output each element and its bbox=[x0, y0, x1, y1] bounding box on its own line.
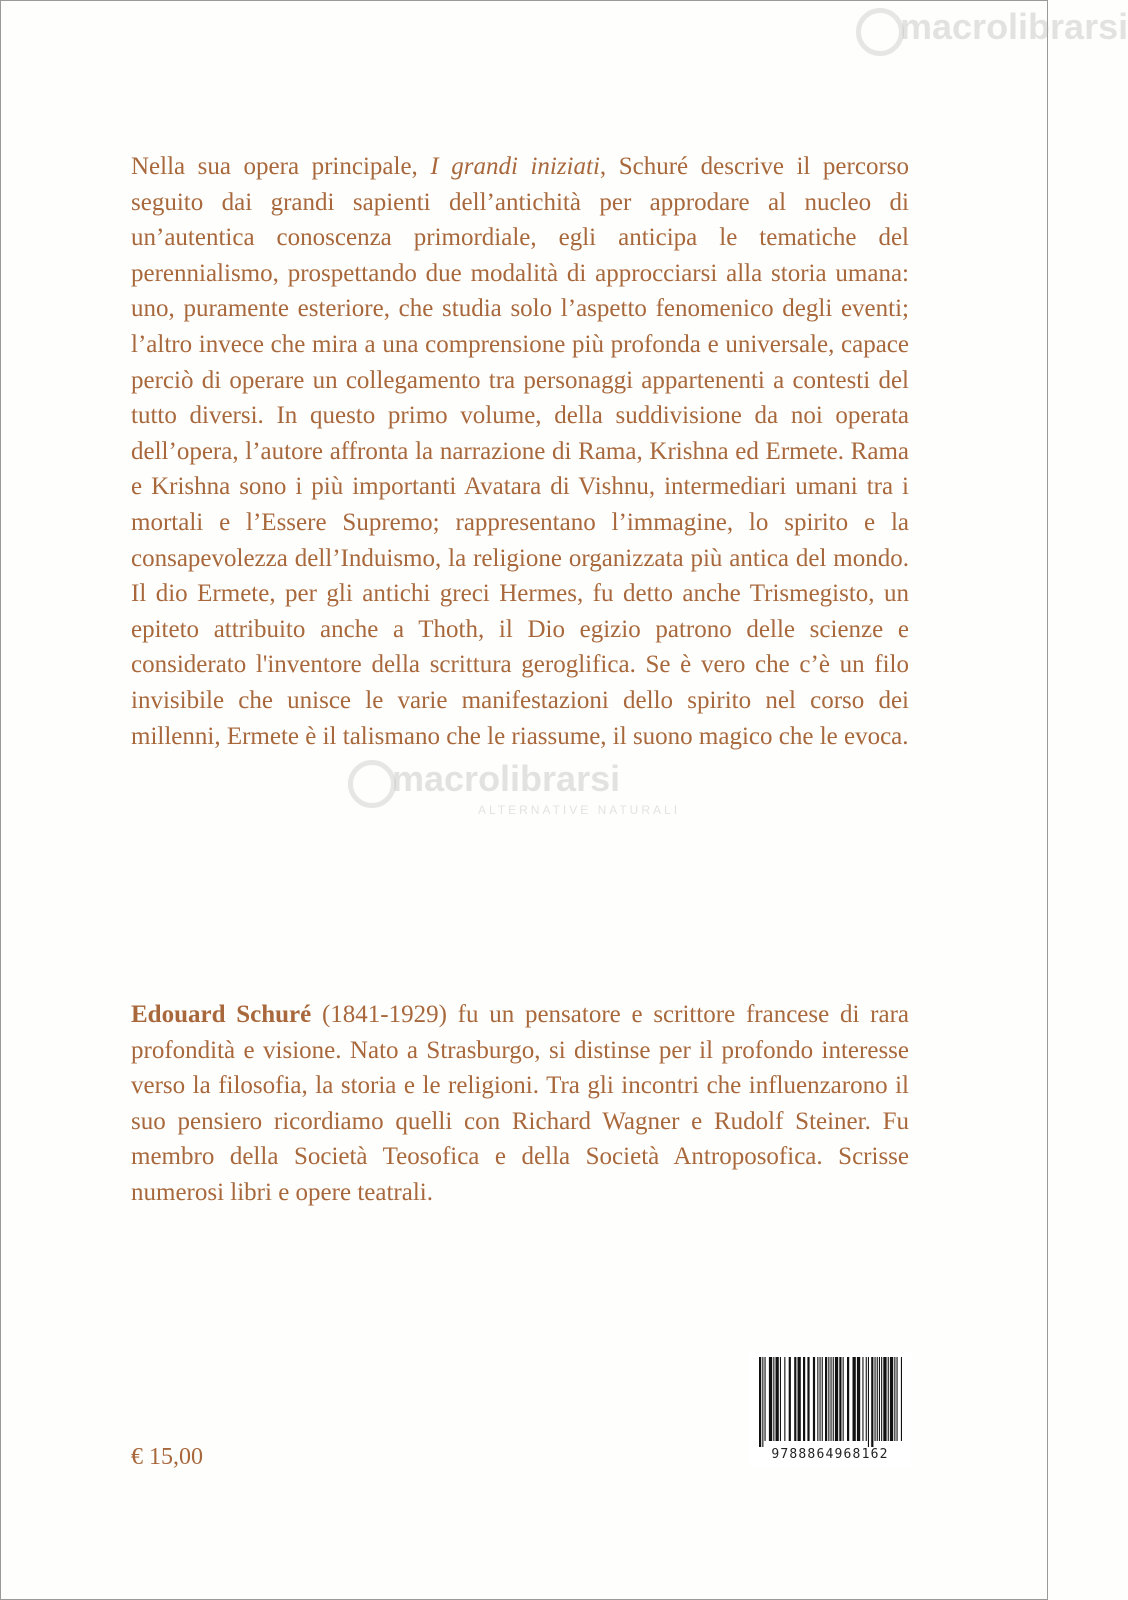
author-name: Edouard Schuré bbox=[131, 1001, 312, 1028]
barcode-bar bbox=[866, 1357, 867, 1441]
barcode-bar bbox=[759, 1357, 761, 1447]
barcode-bar bbox=[765, 1357, 766, 1441]
barcode-bar bbox=[879, 1357, 880, 1441]
barcode-bar bbox=[789, 1357, 791, 1441]
synopsis-text-intro: Nella sua opera principale, bbox=[131, 153, 431, 180]
barcode-bar bbox=[820, 1357, 821, 1441]
barcode-bar bbox=[828, 1357, 829, 1441]
barcode-bar bbox=[833, 1357, 834, 1441]
author-bio-text: (1841-1929) fu un pensatore e scrittore francese di rara profondità e visione. Nato a Strasburgo, si distinse per il profondo interesse verso la filosofia, la storia e le religioni. Tra gli incontri che influenzarono il suo pensiero ricordiamo quelli con Richard Wagner e Rudolf Steiner. Fu membro della Società Teosofica e della Società Antroposofica. Scrisse numerosi libri e opere teatrali. bbox=[131, 1001, 909, 1206]
barcode-bar bbox=[868, 1357, 869, 1447]
barcode-bar bbox=[877, 1357, 878, 1441]
barcode-bar bbox=[881, 1357, 882, 1441]
synopsis-text-body: , Schuré descrive il percorso seguito dai grandi sapienti dell’antichità per approdare al nucleo di un’autentica conoscenza primordiale, egli anticipa le tematiche del perennialismo, prospettando due modalità di approcciarsi alla storia umana: uno, puramente esteriore, che studia solo l’aspetto fenomenico degli eventi; l’altro invece che mira a una comprensione più profonda e universale, capace perciò di operare un collegamento tra personaggi appartenenti a contesti del tutto diversi. In questo primo volume, della suddivisione da noi operata dell’opera, l’autore affronta la narrazione di Rama, Krishna ed Ermete. Rama e Krishna sono i più importanti Avatara di Vishnu, intermediari umani tra i mortali e l’Essere Supremo; rappresentano l’immagine, lo spirito e la consapevolezza dell’Induismo, la religione organizzata più antica del mondo. Il dio Ermete, per gli antichi greci Hermes, fu detto anche Trismegisto, un epiteto attribuito anche a Thoth, il Dio egizio patrono delle scienze e considerato l'inventore della scrittura geroglifica. Se è vero che c’è un filo invisibile che unisce le varie manifestazioni dello spirito nel corso dei millenni, Ermete è il talismano che le riassume, il suono magico che le evoca. bbox=[131, 153, 909, 750]
barcode-bar bbox=[839, 1357, 841, 1441]
barcode-bar bbox=[784, 1357, 785, 1441]
barcode-bar bbox=[871, 1357, 873, 1447]
barcode-bar bbox=[773, 1357, 774, 1441]
synopsis-paragraph bbox=[131, 149, 909, 754]
barcode-bar bbox=[875, 1357, 876, 1441]
barcode-bar bbox=[825, 1357, 827, 1441]
barcode-number: 9788864968162 bbox=[771, 1447, 889, 1462]
barcode-bar bbox=[853, 1357, 856, 1441]
author-bio-paragraph bbox=[131, 997, 909, 1211]
barcode-bar bbox=[843, 1357, 844, 1441]
book-title-italic: I grandi iniziati bbox=[430, 153, 600, 180]
barcode-bar bbox=[762, 1357, 763, 1447]
watermark-tagline: ALTERNATIVE NATURALI bbox=[478, 803, 681, 817]
barcode-bar bbox=[901, 1357, 902, 1441]
barcode-bar bbox=[776, 1357, 779, 1441]
barcode-bar bbox=[769, 1357, 772, 1441]
barcode-bar bbox=[780, 1357, 781, 1441]
barcode-bar bbox=[817, 1357, 818, 1441]
price-label: € 15,00 bbox=[131, 1444, 203, 1470]
watermark-brand-top: macrolibrarsi bbox=[900, 6, 1128, 47]
barcode-bar bbox=[897, 1357, 898, 1441]
barcode-bar bbox=[857, 1357, 860, 1441]
watermark-brand-center: macrolibrarsi bbox=[392, 758, 621, 799]
barcode-bar bbox=[831, 1357, 832, 1441]
barcode-bar bbox=[835, 1357, 838, 1441]
barcode-bar bbox=[807, 1357, 809, 1441]
isbn-barcode bbox=[749, 1353, 911, 1467]
barcode-bar bbox=[813, 1357, 815, 1441]
barcode-bar bbox=[890, 1357, 893, 1441]
barcode-bar bbox=[798, 1357, 801, 1441]
barcode-bar bbox=[822, 1357, 823, 1441]
barcode-bar bbox=[894, 1357, 895, 1441]
barcode-bar bbox=[888, 1357, 889, 1441]
barcode-bar bbox=[883, 1357, 886, 1441]
barcode-bar bbox=[794, 1357, 796, 1441]
barcode-bars bbox=[757, 1357, 903, 1447]
barcode-bar bbox=[803, 1357, 805, 1441]
barcode-bar bbox=[847, 1357, 849, 1441]
barcode-bar bbox=[862, 1357, 863, 1441]
